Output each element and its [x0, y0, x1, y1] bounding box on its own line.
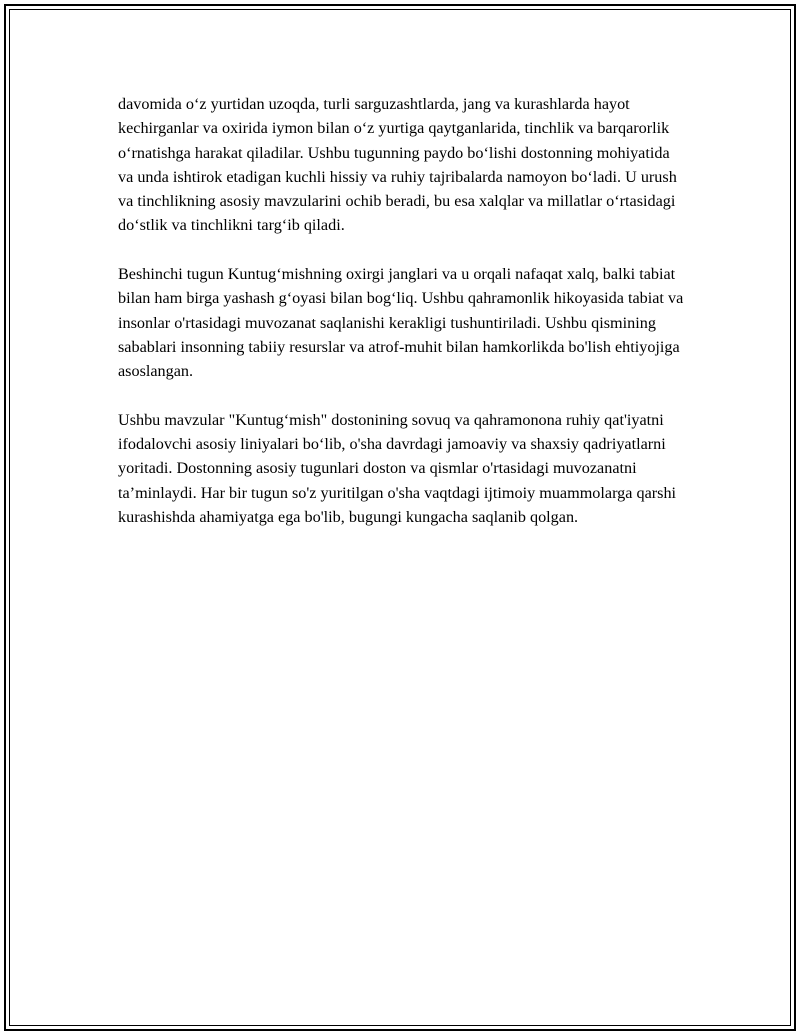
paragraph-1: davomida oʻz yurtidan uzoqda, turli sarguzashtlarda, jang va kurashlarda hayot kechirganlar va oxirida iymon bilan oʻz yurtiga qaytganlarida, tinchlik va barqarorlik oʻrnatishga harakat qiladilar. Ushbu tugunning paydo boʻlishi dostonning mohiyatida va unda ishtirok etadigan kuchli hissiy va ruhiy tajribalarda namoyon boʻladi. U urush va tinchlikning asosiy mavzularini ochib beradi, bu esa xalqlar va millatlar oʻrtasidagi doʻstlik va tinchlikni targʻib qiladi. [118, 95, 677, 235]
paragraph-3: Ushbu mavzular "Kuntugʻmish" dostonining sovuq va qahramonona ruhiy qat'iyatni ifodalovchi asosiy liniyalari boʻlib, o'sha davrdagi jamoaviy va shaxsiy qadriyatlarni yoritadi. Dostonning asosiy tugunlari doston va qismlar o'rtasidagi muvozanatni taʼminlaydi. Har bir tugun so'z yuritilgan o'sha vaqtdagi ijtimoiy muammolarga qarshi kurashishda ahamiyatga ega bo'lib, bugungi kungacha saqlanib qolgan. [118, 410, 677, 527]
document-body [118, 92, 688, 554]
paragraph-2: Beshinchi tugun Kuntugʻmishning oxirgi janglari va u orqali nafaqat xalq, balki tabiat bilan ham birga yashash gʻoyasi bilan bogʻliq. Ushbu qahramonlik hikoyasida tabiat va insonlar o'rtasidagi muvozanat saqlanishi kerakligi tushuntiriladi. Ushbu qismining sabablari insonning tabiiy resurslar va atrof-muhit bilan hamkorlikda bo'lish ehtiyojiga asoslangan. [118, 265, 684, 381]
